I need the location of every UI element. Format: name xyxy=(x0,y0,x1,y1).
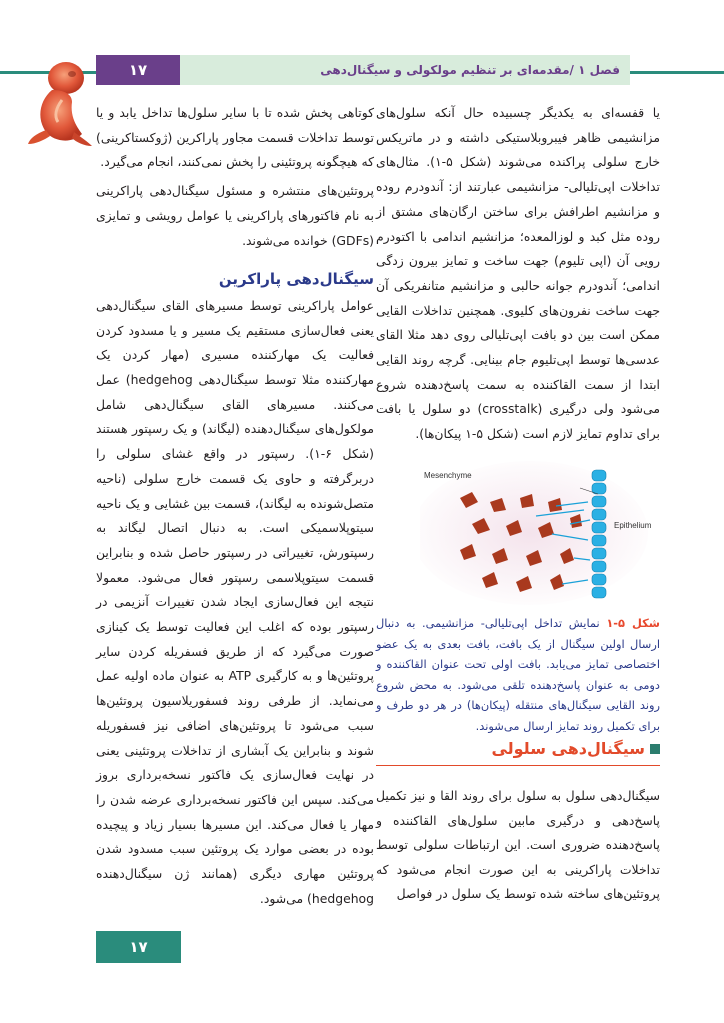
section-paragraph: سیگنال‌دهی سلول به سلول برای روند القا و نیز تکمیل پاسخ‌دهی و درگیری مابین سلول‌های القاکننده و پاسخ‌دهنده ضروری است. این ارتباطات سلولی توسط تداخلات پاراکرینی به این صورت انجام می‌شود که پروتئین‌های ساخته شده توسط یک سلول در فواصل xyxy=(376,788,660,902)
subheading: سیگنال‌دهی پاراکرین xyxy=(218,270,374,289)
figure-caption xyxy=(376,613,660,737)
label-epithelium: Epithelium xyxy=(614,521,652,530)
figure-epithelial-mesenchymal xyxy=(420,458,660,608)
body-paragraph: پروتئین‌های منتشره و مسئول سیگنال‌دهی پاراکرینی به نام فاکتورهای پاراکرینی یا عوامل رویشی و تمایزی (GDFs) خوانده می‌شوند. xyxy=(96,183,374,248)
body-paragraph: کوتاهی پخش شده تا با سایر سلول‌ها تداخل یابد و یا توسط تداخلات قسمت مجاور پاراکرین (ژوکستاکرینی) که هیچگونه پروتئینی را پخش نمی‌کنند، انجام می‌گیرد. xyxy=(96,105,374,170)
chapter-title: فصل ۱ /مقدمه‌ای بر تنظیم مولکولی و سیگنال‌دهی xyxy=(320,63,620,77)
figure-caption-label: شکل ۵-۱ xyxy=(606,616,660,630)
body-paragraph: یا قفسه‌ای به یکدیگر چسبیده حال آنکه سلول‌های مزانشیمی ظاهر فیبروبلاستیکی داشته و در ماتریکس خارج سلولی پراکنده می‌شوند (شکل ۵-۱). مثال‌های تداخلات اپی‌تلیالی- مزانشیمی عبارتند از: آندودرم روده و مزانشیم اطرافش برای ساختن ارگان‌های مشتق از روده مثل کبد و لوزالمعده؛ مزانشیم اندامی با اکتودرم رویی آن (اپی تلیوم) جهت ساخت و تمایز بیرون زدگی اندامی؛ آندودرم جوانه حالبی و مزانشیم متانفریکی آن جهت ساخت نفرون‌های کلیوی. همچنین تداخلات القایی ممکن است بین دو بافت اپی‌تلیالی روی دهد مثلا القای عدسی‌ها توسط اپی‌تلیوم جام بینایی. گرچه روند القایی ابتدا از سمت القاکننده به سمت پاسخ‌دهنده شروع می‌شود ولی درگیری (crosstalk) دو سلول یا بافت برای تداوم تمایز لازم است (شکل ۵-۱ پیکان‌ها). xyxy=(376,105,661,442)
section-heading xyxy=(376,734,660,764)
figure-caption-text: نمایش تداخل اپی‌تلیالی- مزانشیمی. به دنبال ارسال اولین سیگنال از یک بافت، بافت بعدی به یک عضو اختصاصی تمایز می‌یابد. بافت اولی تحت عنوان القاکننده و دومی به عنوان پاسخ‌دهنده تلقی می‌شود. به محض شروع روند القایی سیگنال‌های منتقله (پیکان‌ها) در هر دو طرف و برای تکمیل روند تمایز ارسال می‌شوند. xyxy=(376,616,660,733)
section-rule xyxy=(376,765,660,766)
section-heading-text: سیگنال‌دهی سلولی xyxy=(491,739,645,758)
left-column xyxy=(96,101,374,912)
footer-page-number: ۱۷ xyxy=(96,931,181,963)
label-mesenchyme: Mesenchyme xyxy=(424,471,472,480)
header-page-number: ۱۷ xyxy=(128,61,148,79)
right-column xyxy=(376,101,660,447)
square-bullet-icon xyxy=(650,744,660,754)
embryo-icon xyxy=(22,58,104,148)
body-paragraph: عوامل پاراکرینی توسط مسیرهای القای سیگنال‌دهی یعنی فعال‌سازی مستقیم یک مسیر و یا مسدود کردن فعالیت یک مهارکننده مسیری (مهار کردن یک مهارکننده مثلا توسط سیگنال‌دهی hedgehog) عمل می‌کنند. مسیرهای القای سیگنال‌دهی شامل مولکول‌های سیگنال‌دهنده (لیگاند) و یک رسپتور هستند (شکل ۶-۱). رسپتور در واقع غشای سلولی را دربرگرفته و حاوی یک قسمت خارج سلولی (ناحیه متصل‌شونده به لیگاند)، قسمت بین غشایی و یک ناحیه سیتوپلاسمیکی است. به دنبال اتصال لیگاند به رسپتورش، تغییراتی در رسپتور حاصل شده و بنابراین قسمت سیتوپلاسمی رسپتور فعال می‌شود. معمولا نتیجه این فعال‌سازی ایجاد شدن تغییرات آنزیمی در رسپتور بوده که اغلب این فعالیت توسط یک کینازی صورت می‌گیرد که از طریق فسفریله کردن سایر پروتئین‌ها و به کارگیری ATP به عنوان ماده اولیه عمل می‌نماید. از طرفی روند فسفوریلاسیون پروتئین‌ها سبب می‌شود تا پروتئین‌های اضافی نیز فسفوریله شوند و بنابراین یک آبشاری از تداخلات پروتئینی یعنی در نهایت فعال‌سازی یک فاکتور نسخه‌برداری بروز می‌کند. سپس این فاکتور نسخه‌برداری عرضه شدن را مهار یا فعال می‌کند. این مسیرها بسیار زیاد و پیچیده بوده در بعضی موارد یک پروتئین سبب مسدود شدن پروتئین مهاری دیگری (همانند ژن سیگنال‌دهنده hedgehog) می‌شود. xyxy=(96,297,374,906)
